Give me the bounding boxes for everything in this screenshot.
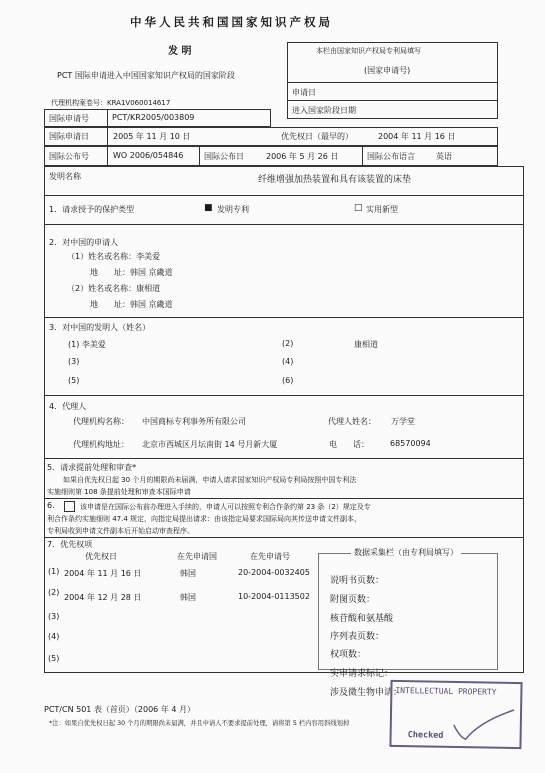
sequence-label: 核苷酸和氨基酸 bbox=[330, 614, 394, 624]
invention-patent-checkbox[interactable]: ■ bbox=[204, 203, 213, 213]
prior-app-no-col: 在先申请号 bbox=[250, 552, 290, 561]
checked-stamp bbox=[389, 680, 522, 749]
divider bbox=[44, 395, 524, 396]
divider bbox=[107, 109, 108, 127]
applicant2-address: 地 址：韩国 京畿道 bbox=[90, 300, 173, 309]
section3-label: 3．对中国的发明人（姓名） bbox=[49, 323, 151, 332]
priority-row-app-no: 20-2004-0032405 bbox=[238, 568, 310, 577]
divider bbox=[287, 82, 498, 83]
microbe-label: 涉及微生物申请： bbox=[330, 688, 403, 698]
section6-text-line2: 利合作条约实施细则 47.4 规定，向指定局提出请求：由该指定局要求国际局向其传送申请文件副本， bbox=[47, 515, 362, 523]
intl-filing-date: 2005 年 11 月 10 日 bbox=[113, 132, 191, 141]
utility-model-checkbox[interactable]: □ bbox=[354, 203, 363, 213]
section5-text-line1: 如果自优先权日起 30 个月的期限尚未届满，申请人请求国家知识产权局专利局按照中国专利法 bbox=[63, 476, 357, 484]
agency-address: 北京市西城区月坛南街 14 号月新大厦 bbox=[142, 440, 278, 449]
spec-pages-label: 说明书页数： bbox=[330, 576, 385, 586]
office-filing-date-label: 申请日 bbox=[292, 88, 316, 97]
agent-file-number: 代理机构案卷号：KRA1V060014617 bbox=[51, 99, 171, 107]
inventor3: (3) bbox=[68, 357, 80, 366]
inventor5: (5) bbox=[68, 376, 80, 385]
utility-model-label: 实用新型 bbox=[366, 205, 398, 214]
divider bbox=[44, 498, 524, 499]
prior-country-col: 在先申请国 bbox=[177, 552, 217, 561]
inventor4: (4) bbox=[282, 357, 294, 366]
agent-label: 代理人姓名： bbox=[328, 417, 376, 426]
priority-row-country: 韩国 bbox=[180, 569, 196, 578]
priority-date: 2004 年 11 月 16 日 bbox=[378, 132, 456, 141]
drawing-pages-label: 附图页数： bbox=[330, 595, 376, 605]
divider bbox=[287, 100, 498, 101]
intl-pub-no: WO 2006/054846 bbox=[113, 151, 184, 160]
checkmark-icon bbox=[450, 703, 521, 744]
tel: 68570094 bbox=[390, 439, 431, 448]
intl-app-no-label: 国际申请号 bbox=[49, 114, 89, 123]
divider bbox=[44, 195, 524, 196]
applicant1-name: （1）姓名或名称：李美爱 bbox=[67, 252, 161, 261]
stamp-line2: Checked bbox=[407, 730, 444, 741]
applicant2-name: （2）姓名或名称：康相道 bbox=[67, 284, 161, 293]
office-app-no-label: (国家申请号) bbox=[364, 66, 411, 75]
priority-row-date: 2004 年 12 月 28 日 bbox=[64, 593, 142, 602]
inventor2-num: (2) bbox=[282, 339, 294, 348]
form-number: PCT/CN 501 表（首页）（2006 年 4 月） bbox=[44, 705, 195, 714]
intl-pub-no-label: 国际公布号 bbox=[49, 152, 89, 161]
stamp-line1: INTELLECTUAL PROPERTY bbox=[395, 685, 497, 697]
priority-row-country: 韩国 bbox=[180, 593, 196, 602]
intl-app-no: PCT/KR2005/003809 bbox=[112, 113, 195, 122]
section6-number: 6. bbox=[47, 501, 55, 510]
priority-date-label: 优先权日（最早的） bbox=[281, 132, 353, 141]
intl-filing-date-label: 国际申请日 bbox=[49, 132, 89, 141]
inventor1: (1) 李美爱 bbox=[68, 340, 106, 349]
priority-date-col: 优先权日 bbox=[85, 552, 117, 561]
office-box-heading: 本栏由国家知识产权局专利局填写 bbox=[316, 47, 421, 55]
footer-note: *注：如果自优先权日起 30 个月的期限尚未届满，并且申请人不要求提前处理，请将第 5 栏内容用斜线划掉 bbox=[49, 720, 350, 727]
exam-request-label: 实审请求标记： bbox=[330, 669, 394, 679]
priority-row-num: (3) bbox=[48, 612, 60, 621]
invention-name-label: 发明名称 bbox=[49, 172, 81, 181]
intl-pub-lang-label: 国际公布语言 bbox=[367, 152, 415, 161]
intl-pub-lang: 英语 bbox=[436, 152, 452, 161]
priority-row-num: (5) bbox=[48, 654, 60, 663]
divider bbox=[199, 146, 200, 166]
intl-pub-date-label: 国际公布日 bbox=[204, 152, 244, 161]
subtitle: PCT 国际申请进入中国国家知识产权局的国家阶段 bbox=[57, 71, 235, 80]
inventor6: (6) bbox=[282, 376, 294, 385]
data-box-heading: 数据采集栏（由专利局填写） bbox=[351, 547, 461, 558]
agency-name: 中国商标专利事务所有限公司 bbox=[142, 417, 246, 426]
invention-patent-label: 发明专利 bbox=[217, 205, 249, 214]
section4-label: 4．代理人 bbox=[49, 402, 87, 411]
invention-name: 纤维增强加热装置和具有该装置的床垫 bbox=[258, 175, 412, 185]
divider bbox=[107, 146, 108, 166]
inventor2: 康相道 bbox=[354, 340, 378, 349]
agent-name: 万学堂 bbox=[391, 417, 415, 426]
doc-type: 发 明 bbox=[168, 46, 192, 57]
priority-row-num: (4) bbox=[48, 632, 60, 641]
applicant1-address: 地 址：韩国 京畿道 bbox=[90, 268, 173, 277]
section5-label: 5．请求提前处理和审查* bbox=[47, 463, 137, 472]
section5-text-line2: 实施细则第 108 条提前处理和审查本国际申请 bbox=[47, 488, 191, 496]
section7-label: 7．优先权项 bbox=[47, 540, 93, 549]
section6-text-line1: 该申请是在国际公布前办理进入手续的，申请人可以按照专利合作条约第 23 条（2）规定及专 bbox=[80, 503, 371, 511]
intl-pub-date: 2006 年 5 月 26 日 bbox=[266, 152, 339, 161]
divider bbox=[107, 127, 108, 146]
divider bbox=[362, 146, 363, 166]
agency-label: 代理机构名称： bbox=[73, 417, 129, 426]
claims-count-label: 权项数： bbox=[330, 650, 367, 660]
priority-row-num: (1) bbox=[48, 567, 60, 576]
divider bbox=[44, 224, 524, 225]
section6-text-line3: 专利局收到申请文件副本后开始启动审查程序。 bbox=[47, 527, 194, 535]
divider bbox=[44, 458, 524, 459]
section6-checkbox[interactable] bbox=[64, 501, 75, 512]
section1-label: 1．请求授予的保护类型 bbox=[49, 205, 135, 214]
priority-row-date: 2004 年 11 月 16 日 bbox=[64, 569, 142, 578]
priority-row-num: (2) bbox=[48, 588, 60, 597]
agency-address-label: 代理机构地址： bbox=[73, 440, 129, 449]
section2-label: 2．对中国的申请人 bbox=[49, 238, 119, 247]
divider bbox=[44, 317, 524, 318]
priority-row-app-no: 10-2004-0113502 bbox=[238, 592, 310, 601]
tel-label: 电 话： bbox=[329, 440, 369, 449]
office-title: 中华人民共和国国家知识产权局 bbox=[130, 15, 333, 29]
sequence-pages-label: 序列表页数： bbox=[330, 632, 385, 642]
divider bbox=[44, 537, 524, 538]
office-entry-date-label: 进入国家阶段日期 bbox=[292, 106, 356, 115]
